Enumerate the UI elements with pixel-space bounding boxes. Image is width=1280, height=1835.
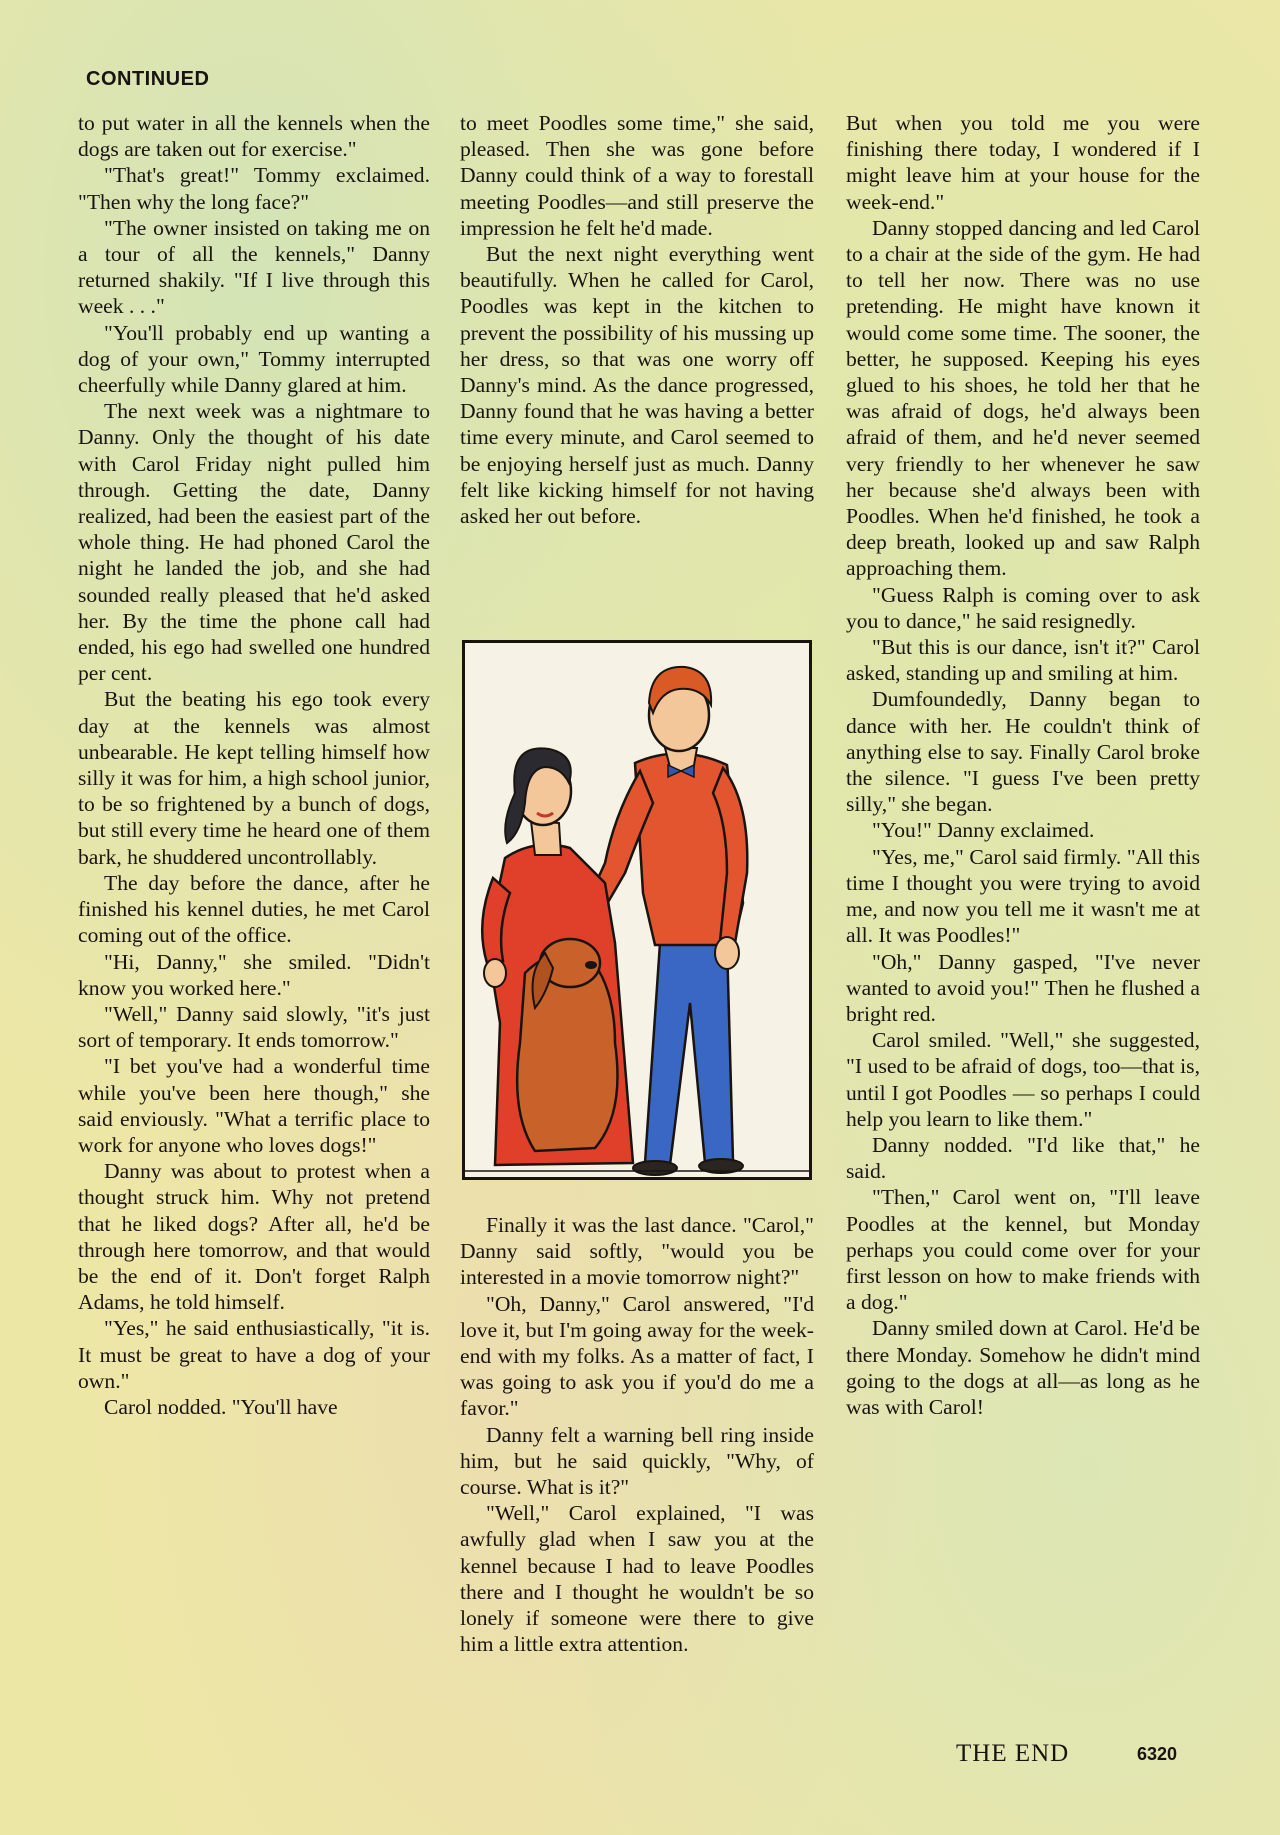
text-column-3 [846, 110, 1200, 1420]
paragraph: Danny nodded. "I'd like that," he said. [846, 1132, 1200, 1184]
paragraph: "You!" Danny exclaimed. [872, 818, 1095, 843]
paragraph: The day before the dance, after he finished his kennel duties, he met Carol coming out of the office. [78, 870, 430, 948]
paragraph: Danny was about to protest when a thought struck him. Why not pretend that he liked dogs? After all, he'd be through here tomorrow, and that would be the end of it. Don't forget Ralph Adams, he told himself. [78, 1159, 430, 1315]
paragraph: "Then," Carol went on, "I'll leave Poodles at the kennel, but Monday perhaps you could come over for your first lesson on how to make friends with a dog." [846, 1185, 1200, 1315]
paragraph: "Hi, Danny," she smiled. "Didn't know you worked here." [78, 949, 430, 1000]
paragraph: The next week was a nightmare to Danny. Only the thought of his date with Carol Friday night pulled him through. Getting the date, Danny realized, had been the easiest part of the whole thing. He had phoned Carol the night he landed the job, and she had sounded really pleased that he'd asked her. By the time the phone call had ended, his ego had swelled one hundred per cent. [78, 399, 430, 686]
danny-hand-right [715, 937, 739, 969]
paragraph: "Yes," he said enthusiastically, "it is. It must be great to have a dog of your own." [78, 1316, 430, 1393]
carol-hand [484, 959, 506, 987]
paragraph: Carol nodded. "You'll have [104, 1394, 338, 1419]
text-column-1 [78, 110, 430, 1420]
paragraph: "The owner insisted on taking me on a tour of all the kennels," Danny returned shakily. "If I live through this week . . ." [78, 215, 430, 319]
paragraph: Finally it was the last dance. "Carol," Danny said softly, "would you be interested in a movie tomorrow night?" [460, 1213, 814, 1290]
paragraph: Danny felt a warning bell ring inside him, but he said quickly, "Why, of course. What is it?" [460, 1422, 814, 1500]
illustration-carol-danny-poodles [465, 643, 809, 1177]
paragraph: But the next night everything went beautifully. When he called for Carol, Poodles was kept in the kitchen to prevent the possibility of his mussing up her dress, so that was one worry off Danny's mind. As the dance progressed, Danny found that he was having a better time every minute, and Carol seemed to be enjoying herself just as much. Danny felt like kicking himself for not having asked her out before. [460, 242, 814, 529]
text-column-2-bottom [460, 1212, 814, 1657]
paragraph: "You'll probably end up wanting a dog of your own," Tommy interrupted cheerfully while Danny glared at him. [78, 320, 430, 398]
paragraph: to meet Poodles some time," she said, pleased. Then she was gone before Danny could think of a way to forestall meeting Poodles—and still preserve the impression he felt he'd made. [460, 111, 814, 240]
page-number: 6320 [1137, 1744, 1178, 1764]
paragraph: "But this is our dance, isn't it?" Carol asked, standing up and smiling at him. [846, 635, 1200, 686]
paragraph: "I bet you've had a wonderful time while you've been here though," she said enviously. "What a terrific place to work for anyone who loves dogs!" [78, 1054, 430, 1157]
illustration-panel [462, 640, 812, 1180]
continued-header: CONTINUED [86, 68, 210, 90]
paragraph: "Oh," Danny gasped, "I've never wanted to avoid you!" Then he flushed a bright red. [846, 949, 1200, 1026]
paragraph: "Well," Danny said slowly, "it's just sort of temporary. It ends tomorrow." [78, 1001, 430, 1053]
paragraph: Carol smiled. "Well," she suggested, "I used to be afraid of dogs, too—that is, until I got Poodles — so perhaps I could help you learn to like them." [846, 1028, 1200, 1131]
the-end-label: THE END [956, 1740, 1070, 1767]
paragraph: "Guess Ralph is coming over to ask you to dance," he said resignedly. [846, 582, 1200, 633]
paragraph: "Yes, me," Carol said firmly. "All this time I thought you were trying to avoid me, and now you tell me it wasn't me at all. It was Poodles!" [846, 844, 1200, 948]
paragraph: Dumfoundedly, Danny began to dance with her. He couldn't think of anything else to say. Finally Carol broke the silence. "I guess I've been pretty silly," she began. [846, 687, 1200, 817]
paragraph: "Oh, Danny," Carol answered, "I'd love it, but I'm going away for the week-end with my folks. As a matter of fact, I was going to ask you if you'd do me a favor." [460, 1291, 814, 1421]
paragraph: Danny smiled down at Carol. He'd be there Monday. Somehow he didn't mind going to the dogs at all—as long as he was with Carol! [846, 1316, 1200, 1419]
paragraph: to put water in all the kennels when the dogs are taken out for exercise." [78, 111, 430, 162]
paragraph: But when you told me you were finishing there today, I wondered if I might leave him at your house for the week-end." [846, 111, 1200, 214]
paragraph: "Well," Carol explained, "I was awfully glad when I saw you at the kennel because I had to leave Poodles there and I thought he wouldn't be so lonely if someone were there to give him a little extra attention. [460, 1501, 814, 1657]
text-column-2-top [460, 110, 814, 529]
paragraph: But the beating his ego took every day at the kennels was almost unbearable. He kept telling himself how silly it was for him, a high school junior, to be so frightened by a bunch of dogs, but still every time he heard one of them bark, he shuddered uncontrollably. [78, 687, 430, 869]
paragraph: "That's great!" Tommy exclaimed. "Then why the long face?" [78, 163, 430, 214]
danny-shoe-left [633, 1161, 677, 1175]
paragraph: Danny stopped dancing and led Carol to a chair at the side of the gym. He had to tell her now. There was no use pretending. He might have known it would come some time. The sooner, the better, he supposed. Keeping his eyes glued to his shoes, he told her that he was afraid of dogs, he'd always been afraid of them, and he'd never seemed very friendly to her whenever he saw her because she'd always been with Poodles. When he'd finished, he took a deep breath, looked up and saw Ralph approaching them. [846, 215, 1200, 581]
